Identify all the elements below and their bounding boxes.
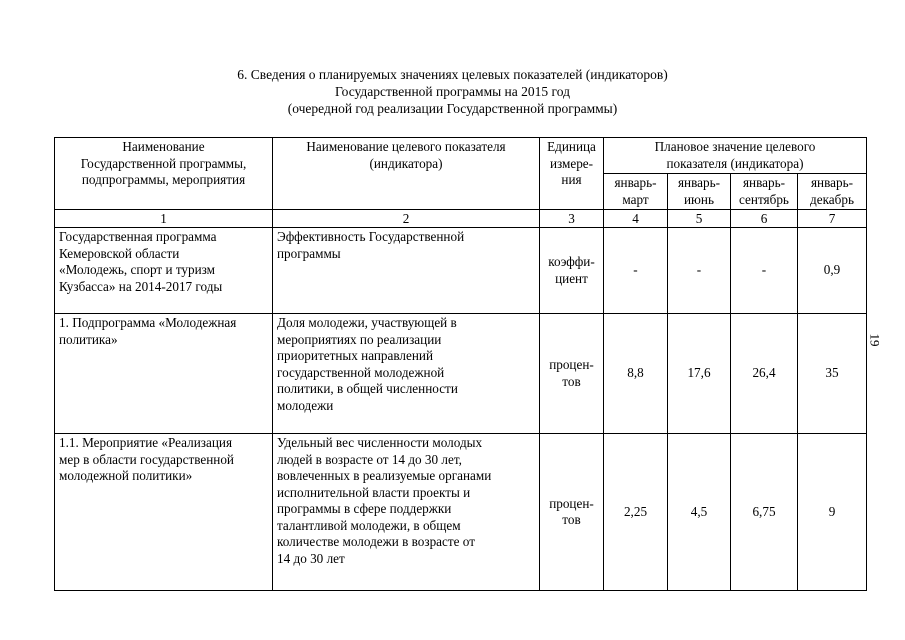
column-number: 1 <box>55 210 273 228</box>
row-program-name: Государственная программа Кемеровской области «Молодежь, спорт и туризм Кузбасса» на 2014-2017 годы <box>55 228 273 314</box>
row-value-9m: - <box>731 228 798 314</box>
header-period-9m: январь- сентябрь <box>731 174 798 210</box>
column-number: 4 <box>604 210 668 228</box>
column-number: 6 <box>731 210 798 228</box>
row-value-h1: 4,5 <box>668 434 731 591</box>
column-numbers-row <box>55 210 867 228</box>
row-unit: процен- тов <box>540 314 604 434</box>
title-line-1: 6. Сведения о планируемых значениях целевых показателей (индикаторов) <box>237 67 668 82</box>
column-number: 3 <box>540 210 604 228</box>
row-unit: процен- тов <box>540 434 604 591</box>
row-value-q1: 8,8 <box>604 314 668 434</box>
row-value-q1: - <box>604 228 668 314</box>
header-planned-value: Плановое значение целевого показателя (индикатора) <box>604 138 867 174</box>
row-indicator: Эффективность Государственной программы <box>273 228 540 314</box>
table-row <box>55 314 867 434</box>
table-row <box>55 434 867 591</box>
row-value-year: 35 <box>798 314 867 434</box>
header-unit: Единица измере- ния <box>540 138 604 210</box>
row-program-name: 1.1. Мероприятие «Реализация мер в области государственной молодежной политики» <box>55 434 273 591</box>
column-number: 7 <box>798 210 867 228</box>
row-value-h1: 17,6 <box>668 314 731 434</box>
indicators-table <box>54 137 867 591</box>
row-indicator: Доля молодежи, участвующей в мероприятиях по реализации приоритетных направлений государственной молодежной политики, в общей численности молодежи <box>273 314 540 434</box>
header-program-name: Наименование Государственной программы, подпрограммы, мероприятия <box>55 138 273 210</box>
header-period-q1: январь- март <box>604 174 668 210</box>
header-period-h1: январь- июнь <box>668 174 731 210</box>
table-row <box>55 228 867 314</box>
row-value-h1: - <box>668 228 731 314</box>
row-unit: коэффи- циент <box>540 228 604 314</box>
row-value-q1: 2,25 <box>604 434 668 591</box>
row-value-year: 0,9 <box>798 228 867 314</box>
row-value-9m: 26,4 <box>731 314 798 434</box>
row-value-year: 9 <box>798 434 867 591</box>
header-period-year: январь- декабрь <box>798 174 867 210</box>
row-indicator: Удельный вес численности молодых людей в возрасте от 14 до 30 лет, вовлеченных в реализуемые органами исполнительной власти проекты и программы в сфере поддержки талантливой молодежи, в общем количестве молодежи в возрасте от 14 до 30 лет <box>273 434 540 591</box>
title-line-3: (очередной год реализации Государственной программы) <box>287 101 618 116</box>
row-program-name: 1. Подпрограмма «Молодежная политика» <box>55 314 273 434</box>
title-line-2: Государственной программы на 2015 год <box>335 84 570 99</box>
column-number: 2 <box>273 210 540 228</box>
row-value-9m: 6,75 <box>731 434 798 591</box>
page-number: 19 <box>867 333 883 347</box>
section-title <box>0 66 905 117</box>
header-indicator-name: Наименование целевого показателя (индикатора) <box>273 138 540 210</box>
column-number: 5 <box>668 210 731 228</box>
